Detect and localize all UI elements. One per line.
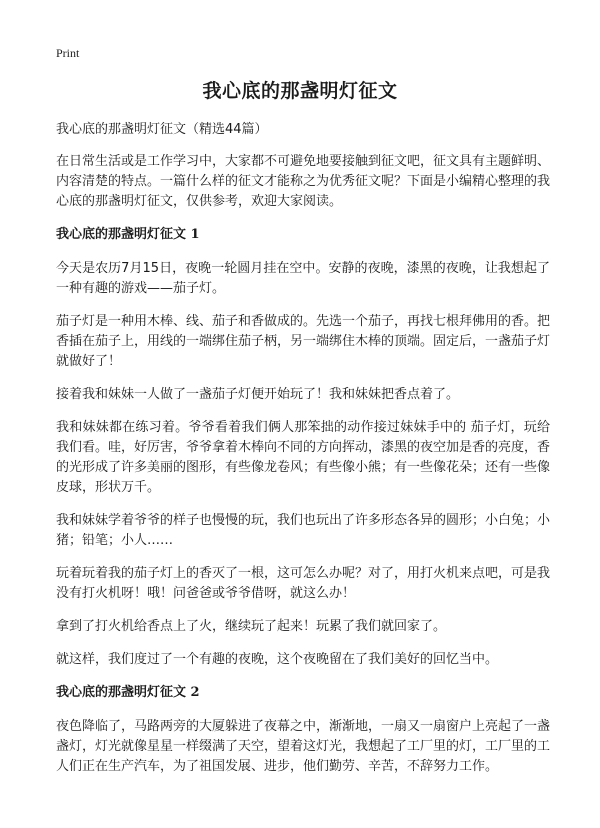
section-heading: 我心底的那盏明灯征文 2 — [56, 685, 200, 700]
article-paragraph: 夜色降临了，马路两旁的大厦躲进了夜幕之中，渐渐地，一扇又一扇窗户上亮起了一盏盏灯，灯光就像星星一样缀满了天空，望着这灯光，我想起了工厂里的灯，工厂里的工人们正在生产汽车，为了祖国发展、进步，他们勤劳、辛苦，不辞努力工作。 — [56, 719, 551, 774]
article-paragraph: 我和妹妹学着爷爷的样子也慢慢的玩，我们也玩出了许多形态各异的圆形；小白兔；小猪；铅笔；小人…… — [56, 513, 551, 548]
article-paragraph: 就这样，我们度过了一个有趣的夜晚，这个夜晚留在了我们美好的回忆当中。 — [56, 652, 499, 667]
article-paragraph: 茄子灯是一种用木棒、线、茄子和香做成的。先选一个茄子，再找七根拜佛用的香。把香插在茄子上，用线的一端绑住茄子柄，另一端绑住木棒的顶端。固定后，一盏茄子灯就做好了！ — [56, 314, 551, 369]
article-subtitle: 我心底的那盏明灯征文（精选44篇） — [56, 122, 268, 137]
article-paragraph: 接着我和妹妹一人做了一盏茄子灯便开始玩了！我和妹妹把香点着了。 — [56, 387, 460, 402]
article-paragraph: 拿到了打火机给香点上了火，继续玩了起来！玩累了我们就回家了。 — [56, 619, 447, 634]
article-paragraph: 今天是农历7月15日，夜晚一轮圆月挂在空中。安静的夜晚，漆黑的夜晚，让我想起了一种有趣的游戏——茄子灯。 — [56, 261, 550, 296]
print-link[interactable]: Print — [56, 46, 80, 60]
article-paragraph: 我和妹妹都在练习着。爷爷看着我们俩人那笨拙的动作接过妹妹手中的 茄子灯，玩给我们看。哇，好厉害，爷爷拿着木棒向不同的方向挥动，漆黑的夜空加是香的亮度，香的光形成了许多美丽的图形，有些像龙卷风；有些像小熊；有一些像花朵；还有一些像皮球，形状万千。 — [56, 420, 551, 495]
page-title: 我心底的那盏明灯征文 — [202, 80, 398, 102]
section-heading: 我心底的那盏明灯征文 1 — [56, 227, 200, 242]
article-paragraph: 玩着玩着我的茄子灯上的香灭了一根，这可怎么办呢？对了，用打火机来点吧，可是我没有打火机呀！哦！问爸爸或爷爷借呀，就这么办！ — [56, 566, 551, 601]
intro-paragraph: 在日常生活或是工作学习中，大家都不可避免地要接触到征文吧，征文具有主题鲜明、内容清楚的特点。一篇什么样的征文才能称之为优秀征文呢？下面是小编精心整理的我心底的那盏明灯征文，仅供参考，欢迎大家阅读。 — [56, 154, 551, 209]
article-body — [56, 120, 550, 790]
